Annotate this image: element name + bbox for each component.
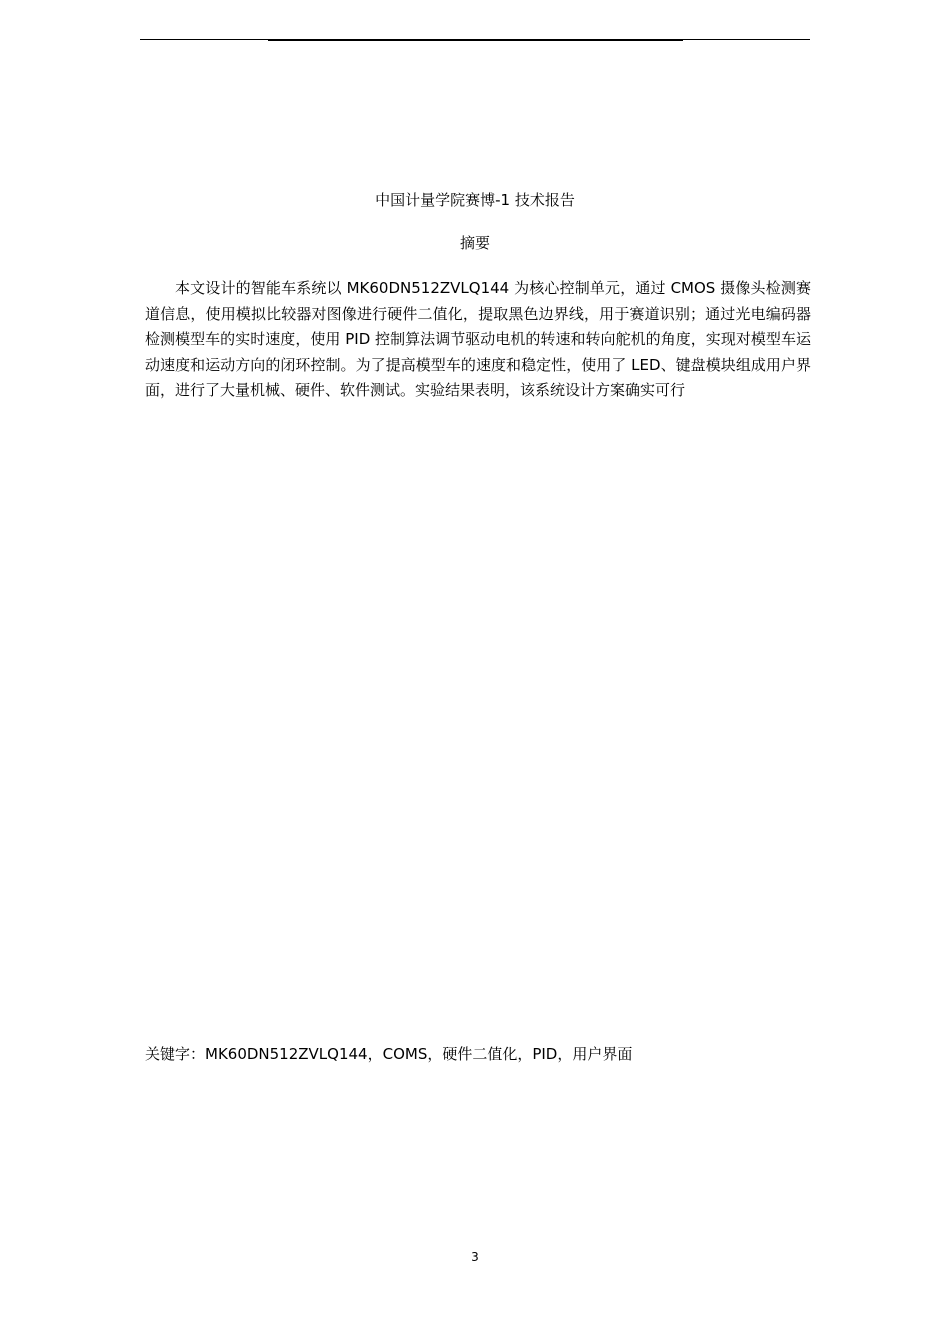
- report-title: 中国计量学院赛博-1 技术报告: [375, 191, 575, 209]
- page-number: 3: [471, 1250, 479, 1264]
- abstract-body: 本文设计的智能车系统以 MK60DN512ZVLQ144 为核心控制单元，通过 CMOS 摄像头检测赛道信息，使用模拟比较器对图像进行硬件二值化，提取黑色边界线，用于赛道识别；通过光电编码器检测模型车的实时速度，使用 PID 控制算法调节驱动电机的转速和转向舵机的角度，实现对模型车运动速度和运动方向的闭环控制。为了提高模型车的速度和稳定性，使用了 LED、键盘模块组成用户界面，进行了大量机械、硬件、软件测试。实验结果表明，该系统设计方案确实可行: [145, 279, 811, 399]
- header-rule-emphasis: [268, 39, 683, 41]
- keywords-line: 关键字：MK60DN512ZVLQ144，COMS，硬件二值化，PID，用户界面: [145, 1045, 633, 1063]
- abstract-heading: 摘要: [459, 234, 490, 252]
